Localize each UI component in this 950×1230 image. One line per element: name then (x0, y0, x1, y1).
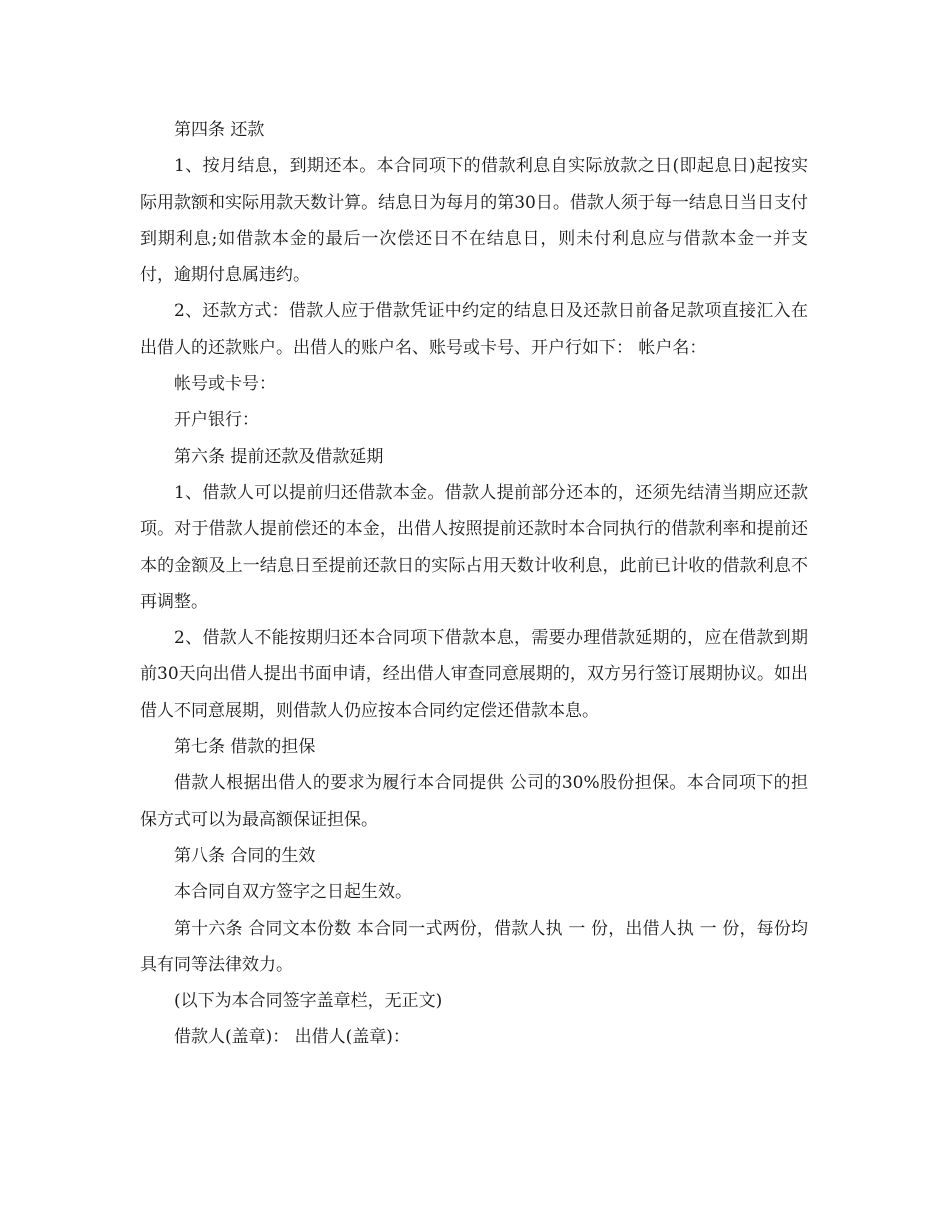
article-4-heading: 第四条 还款 (174, 120, 265, 140)
signature-line: 借款人(盖章)： 出借人(盖章)： (174, 1027, 410, 1048)
article-6-clause-1: 1、借款人可以提前归还借款本金。借款人提前部分还本的，还须先结清当期应还款项。对于借款人提前偿还的本金，出借人按照提前还款时本合同执行的借款利率和提前还本的金额及上一结息日至提前还款日的实际占用天数计收利息，此前已计收的借款利息不再调整。 (140, 482, 808, 612)
article-7-heading: 第七条 借款的担保 (174, 737, 316, 758)
account-number-line: 帐号或卡号： (174, 374, 276, 395)
article-4-clause-1: 1、按月结息，到期还本。本合同项下的借款利息自实际放款之日(即起息日)起按实际用款额和实际用款天数计算。结息日为每月的第30日。借款人须于每一结息日当日支付到期利息;如借款本金的最后一次偿还日不在结息日，则未付利息应与借款本金一并支付，逾期付息属违约。 (140, 156, 808, 286)
article-7-body: 借款人根据出借人的要求为履行本合同提供 公司的30%股份担保。本合同项下的担保方式可以为最高额保证担保。 (140, 773, 808, 830)
bank-line: 开户银行： (174, 410, 259, 431)
article-6-heading: 第六条 提前还款及借款延期 (174, 446, 384, 467)
article-8-heading: 第八条 合同的生效 (174, 845, 316, 866)
article-6-clause-2: 2、借款人不能按期归还本合同项下借款本息，需要办理借款延期的，应在借款到期前30天向出借人提出书面申请，经出借人审查同意展期的，双方另行签订展期协议。如出借人不同意展期，则借款人仍应按本合同约定偿还借款本息。 (140, 628, 808, 721)
article-4-clause-2: 2、还款方式：借款人应于借款凭证中约定的结息日及还款日前备足款项直接汇入在出借人的还款账户。出借人的账户名、账号或卡号、开户行如下： 帐户名： (140, 301, 808, 358)
article-16-body: 第十六条 合同文本份数 本合同一式两份，借款人执 一 份，出借人执 一 份，每份均具有同等法律效力。 (140, 918, 808, 975)
contract-page (140, 112, 808, 1056)
signature-note: (以下为本合同签字盖章栏，无正文) (174, 991, 443, 1012)
article-8-body: 本合同自双方签字之日起生效。 (174, 882, 412, 903)
